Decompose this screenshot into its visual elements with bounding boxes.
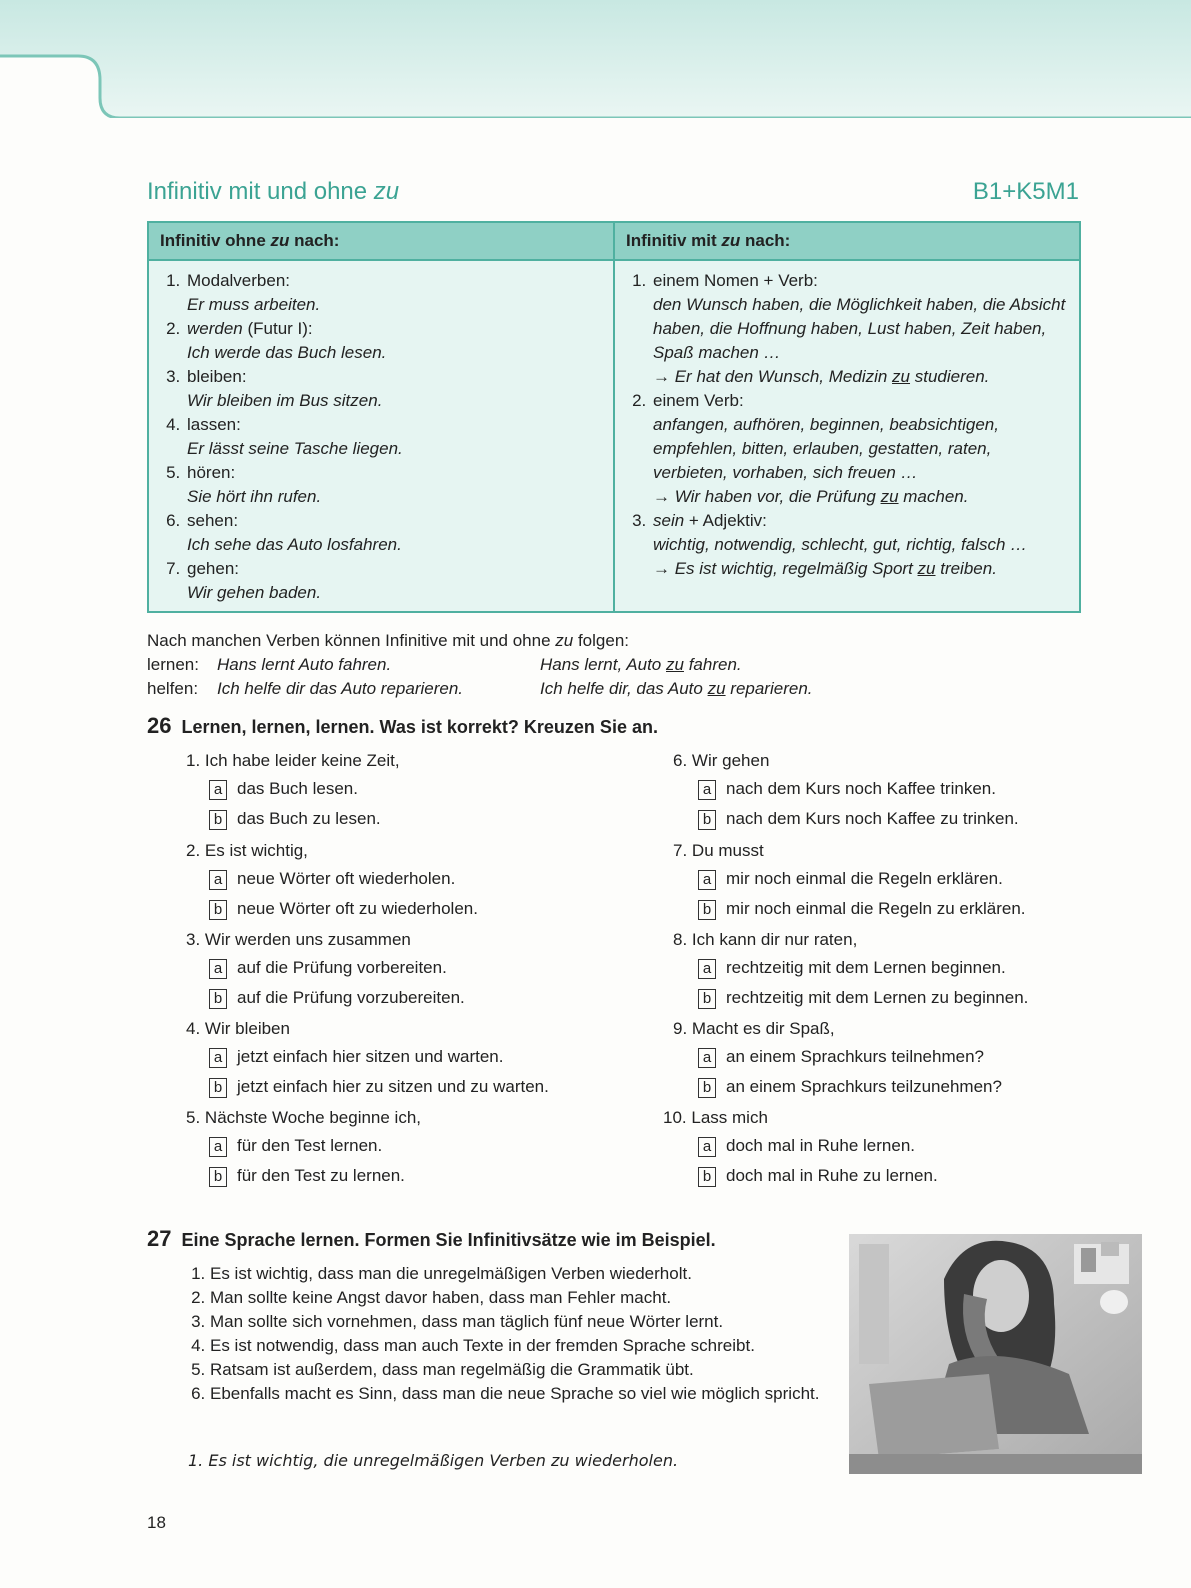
left-column-header: Infinitiv ohne zu nach: xyxy=(148,222,614,260)
note-intro: Nach manchen Verben können Infinitive mit und ohne zu folgen: xyxy=(147,631,629,650)
list-item: 4. lassen: Er lässt seine Tasche liegen. xyxy=(185,413,601,461)
checkbox-a[interactable]: a xyxy=(209,1137,227,1157)
exercise-26-heading: 26 Lernen, lernen, lernen. Was ist korrekt? Kreuzen Sie an. xyxy=(147,713,658,738)
list-item: 5. Ratsam ist außerdem, dass man regelmäßig die Grammatik übt. xyxy=(210,1358,826,1382)
checkbox-a[interactable]: a xyxy=(209,959,227,979)
question: 5. Nächste Woche beginne ich, xyxy=(186,1108,422,1127)
section-title: Infinitiv mit und ohne zu xyxy=(147,178,400,205)
checkbox-b[interactable]: b xyxy=(209,989,227,1009)
option-b[interactable]: b auf die Prüfung vorzubereiten. xyxy=(209,988,465,1009)
option-a[interactable]: a auf die Prüfung vorbereiten. xyxy=(209,958,447,979)
question: 1. Ich habe leider keine Zeit, xyxy=(186,751,400,770)
section-code: B1+K5M1 xyxy=(972,178,1079,205)
grammar-table xyxy=(147,221,1081,613)
student-photo xyxy=(849,1234,1142,1474)
list-item: 3. bleiben: Wir bleiben im Bus sitzen. xyxy=(185,365,601,413)
checkbox-a[interactable]: a xyxy=(209,1048,227,1068)
checkbox-b[interactable]: b xyxy=(209,810,227,830)
option-b[interactable]: b mir noch einmal die Regeln zu erklären. xyxy=(698,899,1026,920)
question: 10. Lass mich xyxy=(663,1108,768,1127)
option-b[interactable]: b doch mal in Ruhe zu lernen. xyxy=(698,1166,938,1187)
option-b[interactable]: b für den Test zu lernen. xyxy=(209,1166,405,1187)
list-item: 1. Es ist wichtig, dass man die unregelmäßigen Verben wiederholt. xyxy=(210,1262,826,1286)
list-item: 6. Ebenfalls macht es Sinn, dass man die neue Sprache so viel wie möglich spricht. xyxy=(210,1382,826,1406)
option-a[interactable]: a das Buch lesen. xyxy=(209,779,358,800)
list-item: 3. Man sollte sich vornehmen, dass man täglich fünf neue Wörter lernt. xyxy=(210,1310,826,1334)
note-row: helfen: Ich helfe dir das Auto reparieren. Ich helfe dir, das Auto zu reparieren. xyxy=(147,679,813,698)
checkbox-b[interactable]: b xyxy=(698,1078,716,1098)
exercise-27-list xyxy=(186,1262,826,1406)
left-column xyxy=(148,260,614,612)
question: 6. Wir gehen xyxy=(673,751,770,770)
checkbox-a[interactable]: a xyxy=(698,870,716,890)
checkbox-a[interactable]: a xyxy=(698,1137,716,1157)
option-a[interactable]: a für den Test lernen. xyxy=(209,1136,382,1157)
checkbox-b[interactable]: b xyxy=(209,900,227,920)
list-item: 2. einem Verb: anfangen, aufhören, beginnen, beabsichtigen, empfehlen, bitten, erlauben, gestatten, raten, verbieten, vorhaben, sich freuen … → Wir haben vor, die Prüfung zu machen. xyxy=(651,389,1067,509)
option-a[interactable]: a nach dem Kurs noch Kaffee trinken. xyxy=(698,779,996,800)
option-b[interactable]: b das Buch zu lesen. xyxy=(209,809,381,830)
exercise-27-example: 1. Es ist wichtig, die unregelmäßigen Verben zu wiederholen. xyxy=(188,1451,679,1470)
question: 9. Macht es dir Spaß, xyxy=(673,1019,835,1038)
option-b[interactable]: b neue Wörter oft zu wiederholen. xyxy=(209,899,478,920)
list-item: 5. hören: Sie hört ihn rufen. xyxy=(185,461,601,509)
exercise-27-heading: 27 Eine Sprache lernen. Formen Sie Infinitivsätze wie im Beispiel. xyxy=(147,1226,716,1251)
checkbox-b[interactable]: b xyxy=(209,1167,227,1187)
checkbox-a[interactable]: a xyxy=(698,1048,716,1068)
option-a[interactable]: a rechtzeitig mit dem Lernen beginnen. xyxy=(698,958,1006,979)
option-b[interactable]: b jetzt einfach hier zu sitzen und zu warten. xyxy=(209,1077,549,1098)
list-item: 2. werden (Futur I): Ich werde das Buch lesen. xyxy=(185,317,601,365)
right-column-header: Infinitiv mit zu nach: xyxy=(614,222,1080,260)
right-column xyxy=(614,260,1080,612)
page-number: 18 xyxy=(147,1513,166,1532)
checkbox-a[interactable]: a xyxy=(698,959,716,979)
option-a[interactable]: a neue Wörter oft wiederholen. xyxy=(209,869,455,890)
checkbox-a[interactable]: a xyxy=(209,780,227,800)
list-item: 4. Es ist notwendig, dass man auch Texte in der fremden Sprache schreibt. xyxy=(210,1334,826,1358)
note-block xyxy=(147,629,1047,701)
checkbox-b[interactable]: b xyxy=(698,900,716,920)
option-a[interactable]: a jetzt einfach hier sitzen und warten. xyxy=(209,1047,503,1068)
list-item: 3. sein + Adjektiv: wichtig, notwendig, schlecht, gut, richtig, falsch … → Es ist wichtig, regelmäßig Sport zu treiben. xyxy=(651,509,1067,581)
option-b[interactable]: b nach dem Kurs noch Kaffee zu trinken. xyxy=(698,809,1019,830)
question: 3. Wir werden uns zusammen xyxy=(186,930,411,949)
option-b[interactable]: b rechtzeitig mit dem Lernen zu beginnen. xyxy=(698,988,1028,1009)
option-a[interactable]: a doch mal in Ruhe lernen. xyxy=(698,1136,915,1157)
question: 8. Ich kann dir nur raten, xyxy=(673,930,858,949)
checkbox-b[interactable]: b xyxy=(698,1167,716,1187)
list-item: 7. gehen: Wir gehen baden. xyxy=(185,557,601,605)
checkbox-b[interactable]: b xyxy=(698,810,716,830)
checkbox-a[interactable]: a xyxy=(698,780,716,800)
list-item: 6. sehen: Ich sehe das Auto losfahren. xyxy=(185,509,601,557)
list-item: 2. Man sollte keine Angst davor haben, dass man Fehler macht. xyxy=(210,1286,826,1310)
note-row: lernen: Hans lernt Auto fahren. Hans lernt, Auto zu fahren. xyxy=(147,655,742,674)
checkbox-b[interactable]: b xyxy=(209,1078,227,1098)
header-decoration xyxy=(0,0,1191,118)
question: 7. Du musst xyxy=(673,841,764,860)
checkbox-a[interactable]: a xyxy=(209,870,227,890)
option-a[interactable]: a mir noch einmal die Regeln erklären. xyxy=(698,869,1003,890)
option-a[interactable]: a an einem Sprachkurs teilnehmen? xyxy=(698,1047,984,1068)
option-b[interactable]: b an einem Sprachkurs teilzunehmen? xyxy=(698,1077,1002,1098)
list-item: 1. einem Nomen + Verb: den Wunsch haben, die Möglichkeit haben, die Absicht haben, die Hoffnung haben, Lust haben, Zeit haben, Spaß machen … → Er hat den Wunsch, Medizin zu studieren. xyxy=(651,269,1067,389)
list-item: 1. Modalverben: Er muss arbeiten. xyxy=(185,269,601,317)
question: 2. Es ist wichtig, xyxy=(186,841,308,860)
checkbox-b[interactable]: b xyxy=(698,989,716,1009)
question: 4. Wir bleiben xyxy=(186,1019,290,1038)
